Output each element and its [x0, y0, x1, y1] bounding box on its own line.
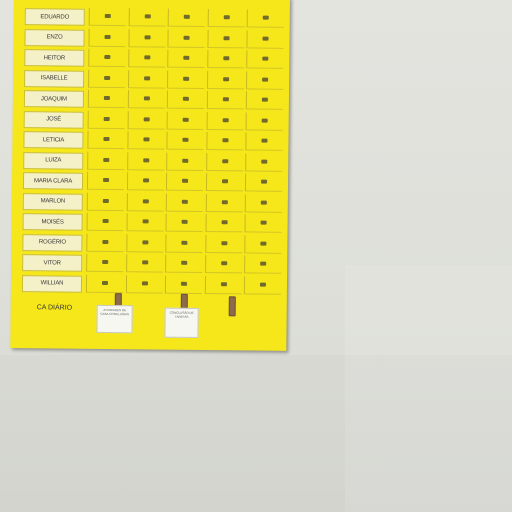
grid-cell — [165, 255, 202, 273]
cell-mark — [222, 118, 228, 122]
grid-cell — [126, 193, 163, 211]
grid-cell — [89, 8, 126, 26]
cell-mark — [144, 35, 150, 39]
grid-cell — [207, 50, 244, 68]
student-name-label: MOISÉS — [23, 213, 83, 231]
table-row — [15, 211, 285, 234]
table-row — [16, 47, 286, 70]
grid-cell — [245, 132, 282, 150]
grid-cell — [245, 214, 282, 232]
student-name-label: ROGÉRIO — [22, 234, 82, 252]
grid-cell — [245, 173, 282, 191]
table-row — [14, 252, 284, 275]
grid-cell — [205, 173, 242, 191]
cell-mark — [181, 281, 187, 285]
table-row — [15, 129, 285, 152]
cell-mark — [104, 96, 110, 100]
table-row — [15, 150, 285, 173]
grid-cell — [205, 235, 242, 253]
grid-cell — [86, 233, 123, 251]
cell-mark — [184, 15, 190, 19]
cell-mark — [143, 158, 149, 162]
cell-mark — [143, 137, 149, 141]
cell-mark — [143, 117, 149, 121]
cell-mark — [183, 117, 189, 121]
student-name-label: ENZO — [24, 29, 84, 47]
student-name-label: ISABELLE — [24, 70, 84, 88]
grid-cell — [87, 192, 124, 210]
cell-mark — [184, 35, 190, 39]
cell-mark — [261, 180, 267, 184]
cell-mark — [103, 178, 109, 182]
cell-mark — [262, 77, 268, 81]
student-name-label: VITOR — [22, 254, 82, 272]
grid-cell — [88, 110, 125, 128]
grid-cell — [207, 30, 244, 48]
cell-mark — [102, 280, 108, 284]
grid-cell — [128, 29, 165, 47]
poster-footer — [10, 290, 287, 351]
student-name-label: LETICIA — [23, 131, 83, 149]
cell-mark — [182, 158, 188, 162]
table-row — [16, 88, 286, 111]
cell-mark — [262, 57, 268, 61]
grid-cell — [128, 49, 165, 67]
grid-cell — [206, 153, 243, 171]
cell-mark — [142, 219, 148, 223]
cell-mark — [221, 220, 227, 224]
cell-mark — [105, 34, 111, 38]
cell-mark — [181, 261, 187, 265]
cell-mark — [104, 55, 110, 59]
grid-cell — [126, 234, 163, 252]
cell-mark — [261, 159, 267, 163]
cell-mark — [183, 76, 189, 80]
cell-mark — [182, 199, 188, 203]
cell-mark — [104, 75, 110, 79]
grid-cell — [205, 194, 242, 212]
student-name-label: LUIZA — [23, 152, 83, 170]
grid-cell — [86, 254, 123, 272]
grid-cell — [166, 193, 203, 211]
cell-mark — [104, 116, 110, 120]
cell-mark — [141, 281, 147, 285]
wall-floor-tone — [0, 355, 512, 512]
cell-mark — [221, 241, 227, 245]
cell-mark — [105, 14, 111, 18]
student-name-label: HEITOR — [24, 49, 84, 67]
cell-mark — [262, 98, 268, 102]
grid-cell — [246, 112, 283, 130]
cell-mark — [182, 179, 188, 183]
cell-mark — [144, 55, 150, 59]
grid-cell — [245, 153, 282, 171]
table-row — [16, 68, 286, 91]
cell-mark — [261, 200, 267, 204]
cell-mark — [142, 199, 148, 203]
cell-mark — [260, 262, 266, 266]
grid-cell — [87, 213, 124, 231]
grid-cell — [246, 91, 283, 109]
clothespin-3 — [229, 296, 236, 316]
grid-cell — [245, 194, 282, 212]
grid-cell — [247, 9, 284, 27]
grid-cell — [88, 28, 125, 46]
note-card-1: ATIVIDADES DE CASA CONCLUÍDAS — [96, 305, 132, 333]
cell-mark — [144, 76, 150, 80]
grid-cell — [205, 255, 242, 273]
cell-mark — [103, 219, 109, 223]
grid-cell — [166, 214, 203, 232]
grid-cell — [166, 152, 203, 170]
grid-cell — [244, 255, 281, 273]
cell-mark — [220, 282, 226, 286]
cell-mark — [182, 220, 188, 224]
cell-mark — [221, 200, 227, 204]
table-row — [15, 170, 285, 193]
cell-mark — [262, 118, 268, 122]
grid-cell — [126, 172, 163, 190]
grid-cell — [128, 70, 165, 88]
grid-cell — [167, 111, 204, 129]
cell-mark — [260, 241, 266, 245]
cell-mark — [103, 157, 109, 161]
grid-cell — [127, 131, 164, 149]
grid-cell — [126, 213, 163, 231]
footer-label: CA DIÁRIO — [36, 304, 73, 312]
cell-mark — [222, 138, 228, 142]
grid-cell — [167, 29, 204, 47]
grid-cell — [246, 30, 283, 48]
cell-mark — [143, 96, 149, 100]
student-name-label: JOSÉ — [24, 111, 84, 129]
grid-cell — [246, 71, 283, 89]
cell-mark — [221, 261, 227, 265]
grid-cell — [166, 173, 203, 191]
grid-cell — [87, 172, 124, 190]
cell-mark — [143, 178, 149, 182]
cell-mark — [261, 221, 267, 225]
cell-mark — [223, 15, 229, 19]
grid-cell — [207, 71, 244, 89]
cell-mark — [183, 56, 189, 60]
cell-mark — [222, 97, 228, 101]
student-name-label: MARIA CLARA — [23, 172, 83, 190]
grid-cell — [88, 90, 125, 108]
grid-cell — [88, 49, 125, 67]
cell-mark — [103, 198, 109, 202]
cell-mark — [103, 137, 109, 141]
table-row — [14, 232, 284, 255]
cell-mark — [144, 14, 150, 18]
grid-cell — [127, 111, 164, 129]
student-name-label: JOAQUIM — [24, 90, 84, 108]
attendance-poster — [10, 0, 290, 351]
grid-cell — [244, 235, 281, 253]
table-row — [16, 109, 286, 132]
grid-cell — [127, 90, 164, 108]
grid-cell — [167, 50, 204, 68]
cell-mark — [182, 138, 188, 142]
cell-mark — [142, 260, 148, 264]
grid-cell — [206, 132, 243, 150]
cell-mark — [102, 260, 108, 264]
cell-mark — [263, 16, 269, 20]
cell-mark — [223, 56, 229, 60]
student-name-label: EDUARDO — [25, 8, 85, 26]
cell-mark — [102, 239, 108, 243]
note-card-2: CONCLUSÃO DE TAREFAS — [164, 308, 198, 338]
grid-cell — [166, 132, 203, 150]
student-name-label: MARLON — [23, 193, 83, 211]
grid-cell — [206, 112, 243, 130]
cell-mark — [223, 36, 229, 40]
grid-cell — [87, 131, 124, 149]
grid-cell — [127, 152, 164, 170]
cell-mark — [261, 139, 267, 143]
cell-mark — [260, 282, 266, 286]
grid-cell — [87, 151, 124, 169]
cell-mark — [263, 36, 269, 40]
grid-cell — [167, 70, 204, 88]
grid-cell — [88, 69, 125, 87]
grid-cell — [165, 234, 202, 252]
table-row — [17, 6, 287, 29]
student-name-label: WILLIAN — [22, 275, 82, 293]
cell-mark — [222, 179, 228, 183]
cell-mark — [223, 77, 229, 81]
grid-cell — [128, 8, 165, 26]
cell-mark — [142, 240, 148, 244]
cell-mark — [222, 159, 228, 163]
cell-mark — [181, 240, 187, 244]
grid-cell — [168, 9, 205, 27]
grid-cell — [246, 50, 283, 68]
grid-cell — [205, 214, 242, 232]
table-row — [16, 27, 286, 50]
cell-mark — [183, 97, 189, 101]
grid-cell — [167, 91, 204, 109]
grid-cell — [207, 9, 244, 27]
table-row — [15, 191, 285, 214]
grid-cell — [206, 91, 243, 109]
grid-cell — [126, 254, 163, 272]
